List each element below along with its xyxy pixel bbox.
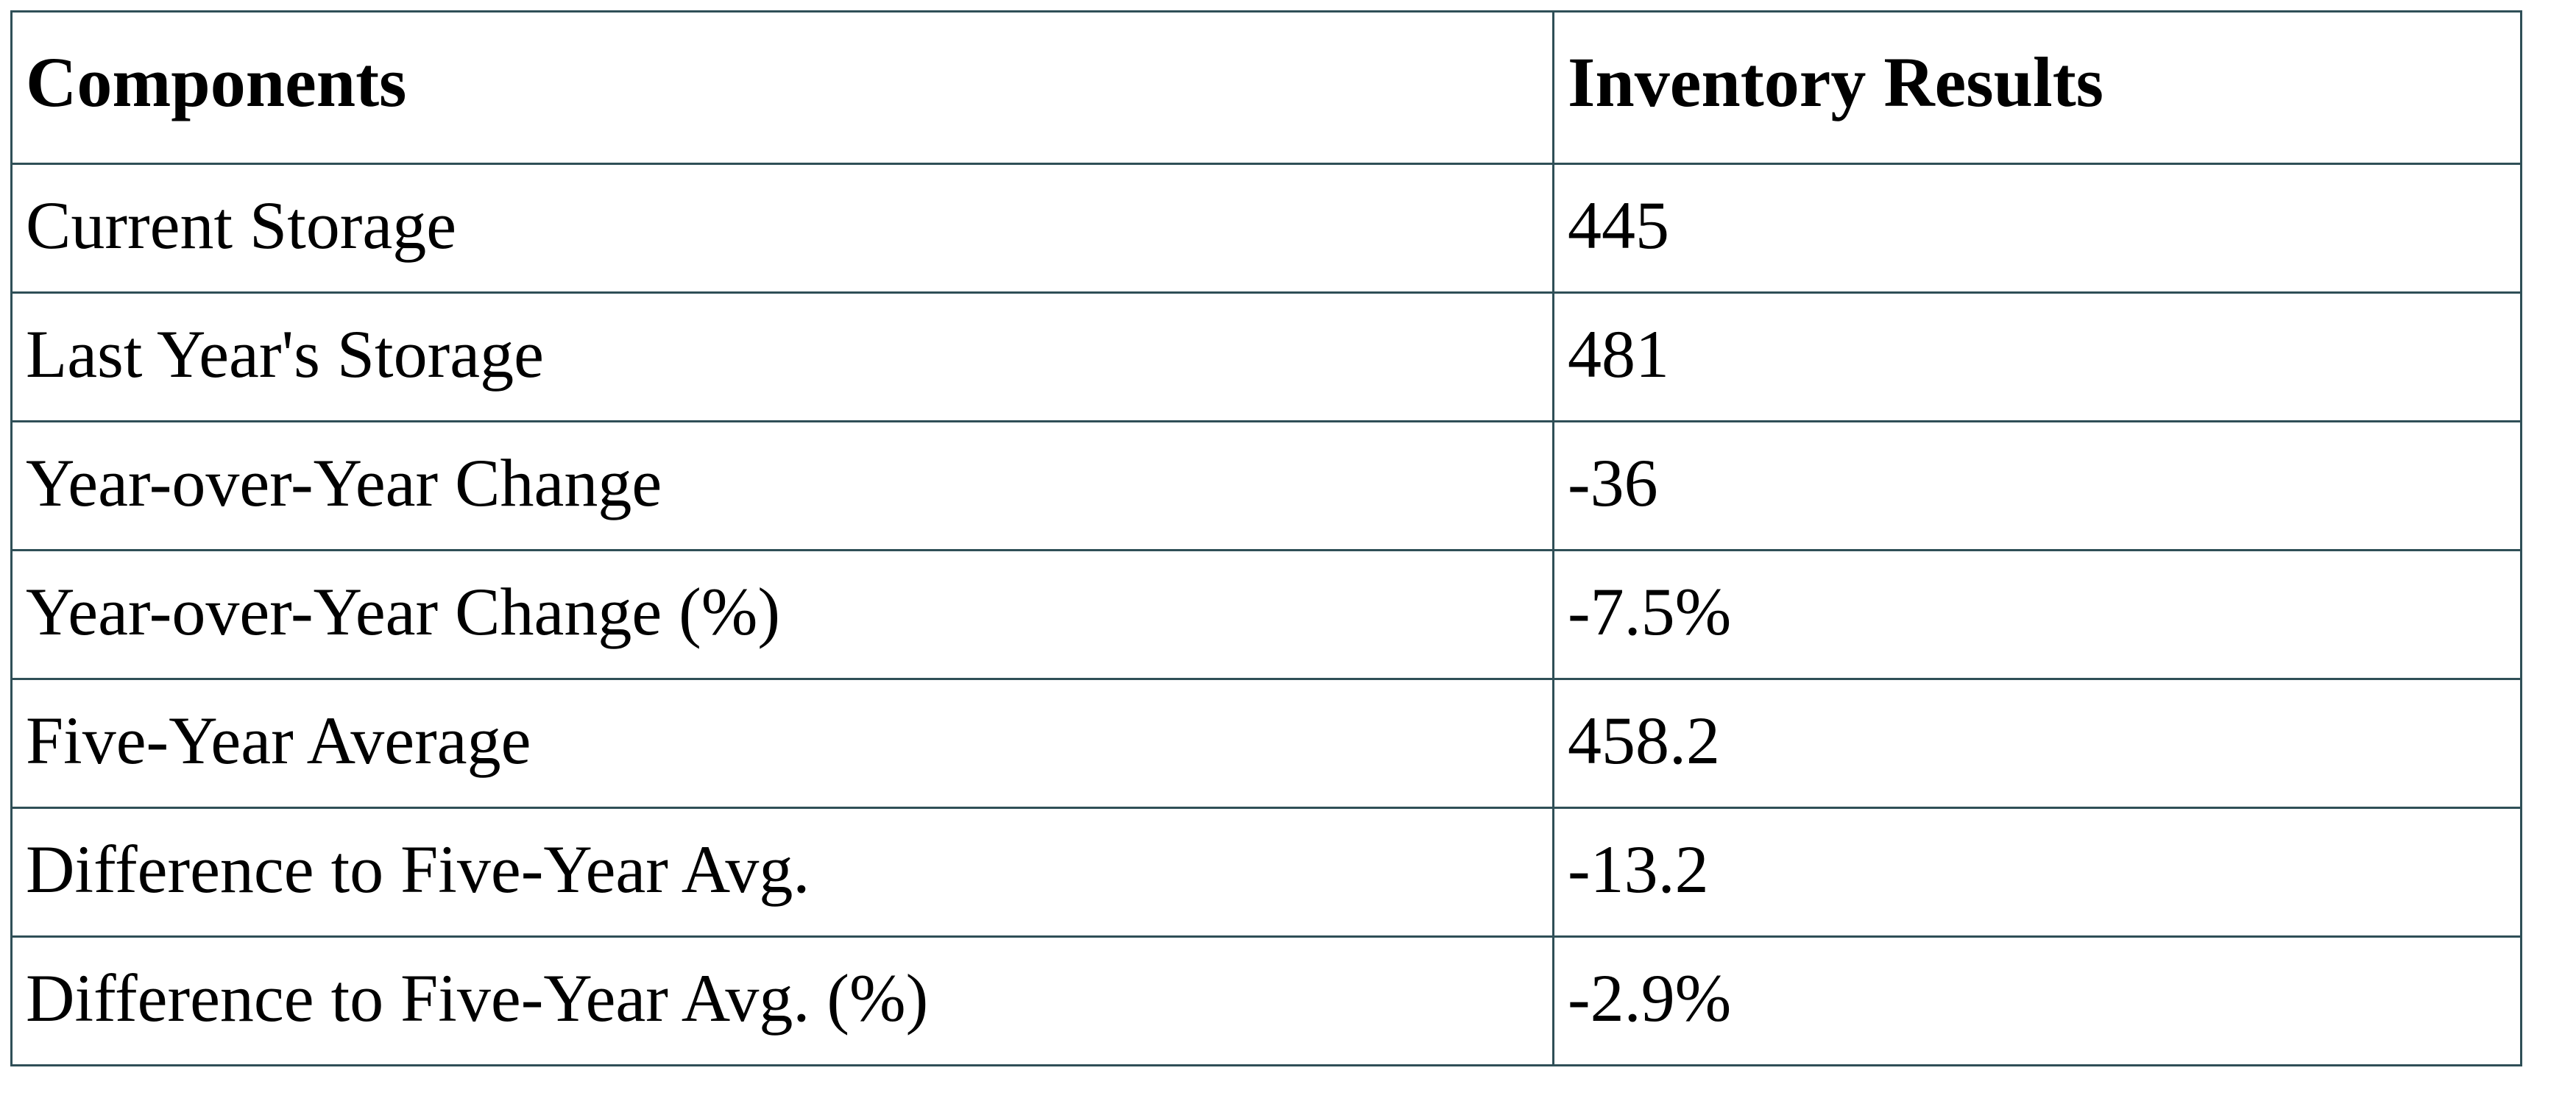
cell-component: Current Storage	[12, 164, 1554, 293]
table-row	[12, 808, 2522, 937]
table-body	[12, 164, 2522, 1066]
table-row	[12, 293, 2522, 422]
cell-result: -7.5%	[1554, 551, 2522, 679]
table-row	[12, 679, 2522, 808]
cell-result: 458.2	[1554, 679, 2522, 808]
cell-component: Five-Year Average	[12, 679, 1554, 808]
cell-component: Year-over-Year Change	[12, 422, 1554, 551]
cell-component: Difference to Five-Year Avg. (%)	[12, 937, 1554, 1066]
cell-component: Last Year's Storage	[12, 293, 1554, 422]
cell-result: -2.9%	[1554, 937, 2522, 1066]
column-header-components: Components	[12, 12, 1554, 164]
cell-result: 481	[1554, 293, 2522, 422]
cell-component: Year-over-Year Change (%)	[12, 551, 1554, 679]
table-row	[12, 422, 2522, 551]
table-row	[12, 164, 2522, 293]
cell-result: -36	[1554, 422, 2522, 551]
cell-result: 445	[1554, 164, 2522, 293]
table-row	[12, 937, 2522, 1066]
table-header-row	[12, 12, 2522, 164]
cell-result: -13.2	[1554, 808, 2522, 937]
cell-component: Difference to Five-Year Avg.	[12, 808, 1554, 937]
inventory-results-table	[10, 10, 2522, 1066]
table-header	[12, 12, 2522, 164]
table-row	[12, 551, 2522, 679]
column-header-inventory-results: Inventory Results	[1554, 12, 2522, 164]
